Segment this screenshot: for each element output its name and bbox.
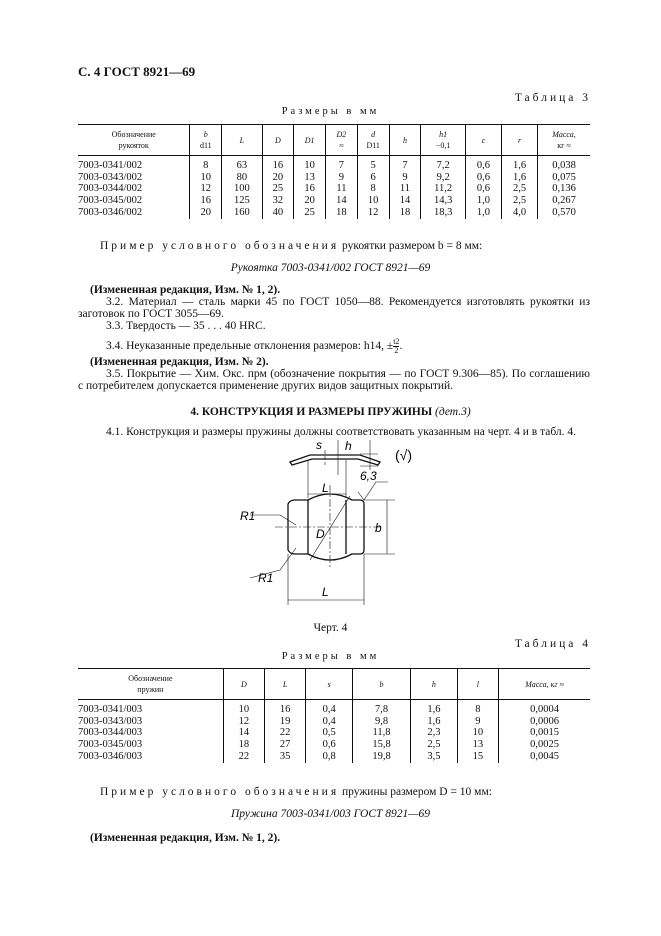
- table-cell: 22: [265, 727, 306, 739]
- example2-line: [100, 786, 492, 798]
- table-cell: 11,2: [421, 183, 466, 195]
- table-cell: 16: [265, 700, 306, 716]
- table-cell: 14: [326, 195, 358, 207]
- column-header: [223, 669, 264, 700]
- table-row: [78, 195, 590, 207]
- header-text: b: [379, 679, 384, 689]
- table-cell: 10: [294, 156, 326, 172]
- header-text: d: [371, 130, 376, 139]
- header-text: кг ≈: [557, 141, 571, 150]
- column-header: [78, 125, 190, 156]
- table-cell: 125: [222, 195, 262, 207]
- column-header: [190, 125, 222, 156]
- table-cell: 0,0006: [499, 716, 590, 728]
- header-text: h1: [439, 130, 448, 139]
- table-cell: 2,5: [501, 183, 537, 195]
- table-cell: 9: [389, 172, 421, 184]
- table-cell: 15: [457, 751, 498, 763]
- table-cell: 19,8: [353, 751, 411, 763]
- table-cell: 13: [294, 172, 326, 184]
- table-cell: 0,267: [538, 195, 590, 207]
- fraction-denominator: 2: [394, 346, 399, 355]
- table-cell: 9,8: [353, 716, 411, 728]
- column-header: [265, 669, 306, 700]
- table-cell: 18: [326, 207, 358, 219]
- header-text: D2: [336, 130, 347, 139]
- table-cell: 10: [190, 172, 222, 184]
- page-header: С. 4 ГОСТ 8921—69: [78, 64, 196, 79]
- header-text: рукояток: [118, 141, 149, 150]
- table-cell: 25: [262, 183, 294, 195]
- header-text: r: [517, 135, 522, 145]
- amendment-note: (Измененная редакция, Изм. № 1, 2).: [90, 284, 281, 296]
- table-cell: 1,0: [465, 195, 501, 207]
- paragraph-3-4-text: 3.4. Неуказанные предельные отклонения размеров: h14, ±: [106, 340, 394, 353]
- table-cell: 8: [357, 183, 389, 195]
- table-cell: 1,0: [465, 207, 501, 219]
- table-cell: 20: [190, 207, 222, 219]
- column-header: [294, 125, 326, 156]
- amendment-note: (Измененная редакция, Изм. № 1, 2).: [90, 832, 281, 844]
- table-row: [78, 700, 590, 716]
- table-cell: 15,8: [353, 739, 411, 751]
- table-cell: 18: [389, 207, 421, 219]
- table-cell: 7003-0341/003: [78, 704, 143, 715]
- table-cell: 1,6: [410, 716, 457, 728]
- table-cell: 0,5: [306, 727, 353, 739]
- table-cell: 14,3: [421, 195, 466, 207]
- table-cell: 7003-0343/003: [78, 715, 143, 727]
- table-cell: 7003-0344/003: [78, 727, 143, 739]
- table-cell: 80: [222, 172, 262, 184]
- roughness-symbol: (√): [395, 447, 413, 463]
- column-header: [538, 125, 590, 156]
- figure-caption: Черт. 4: [313, 622, 348, 634]
- table-cell: 0,4: [306, 716, 353, 728]
- paragraph-3-4: 3.4. Неуказанные предельные отклонения размеров: h14, ± $\frac{t2}{2}$ .: [106, 337, 403, 355]
- header-text: h: [431, 679, 436, 689]
- column-header: [389, 125, 421, 156]
- table-cell: 7,2: [421, 156, 466, 172]
- column-header: [357, 125, 389, 156]
- table-cell: 10: [457, 727, 498, 739]
- table-cell: 20: [262, 172, 294, 184]
- header-text: −0,1: [435, 141, 451, 150]
- section-4-heading: [0, 406, 661, 418]
- roughness-value: 6,3: [360, 469, 377, 483]
- table-cell: 0,6: [465, 183, 501, 195]
- column-header: [410, 669, 457, 700]
- column-header: [457, 669, 498, 700]
- table-cell: 12: [223, 716, 264, 728]
- table-cell: 9,2: [421, 172, 466, 184]
- fraction-numerator: t2: [393, 337, 400, 346]
- table-cell: 25: [294, 207, 326, 219]
- paragraph-4-1: 4.1. Конструкция и размеры пружины должны соответствовать указанным на черт. 4 и в табл. 4.: [106, 426, 577, 438]
- table-cell: 100: [222, 183, 262, 195]
- header-text: Обозначение: [128, 674, 173, 683]
- section-4-title: 4. КОНСТРУКЦИЯ И РАЗМЕРЫ ПРУЖИНЫ: [190, 406, 433, 418]
- table-cell: 18,3: [421, 207, 466, 219]
- column-header: [78, 669, 223, 700]
- table-cell: 7003-0341/002: [78, 160, 143, 171]
- table-cell: 63: [222, 156, 262, 172]
- table-cell: 0,0004: [499, 700, 590, 716]
- table-cell: 9: [457, 716, 498, 728]
- table-cell: 6: [357, 172, 389, 184]
- table-cell: 1,6: [501, 156, 537, 172]
- table3-units: Размеры в мм: [281, 106, 380, 117]
- table-row: [78, 739, 590, 751]
- table-cell: 32: [262, 195, 294, 207]
- table-row: [78, 751, 590, 763]
- column-header: [499, 669, 590, 700]
- column-header: [222, 125, 262, 156]
- column-header: [262, 125, 294, 156]
- header-text: s: [327, 679, 331, 689]
- header-text: D: [241, 679, 247, 689]
- header-text: D11: [366, 141, 380, 150]
- header-text: Масса, кг ≈: [525, 679, 564, 689]
- table-row: [78, 156, 590, 172]
- header-text: Масса,: [552, 130, 576, 139]
- example2-designation: Пружина 7003-0341/003 ГОСТ 8921—69: [230, 808, 430, 820]
- table-row: [78, 183, 590, 195]
- dim-L-bottom-label: L: [322, 585, 329, 599]
- header-text: h: [402, 135, 407, 145]
- table-cell: 7003-0346/003: [78, 750, 143, 762]
- table-cell: 7003-0344/002: [78, 183, 143, 195]
- table-cell: 8: [190, 156, 222, 172]
- paragraph-3-2: 3.2. Материал — сталь марки 45 по ГОСТ 1050—88. Рекомендуется изготовлять рукоятки из заготовок по ГОСТ 3055—69.: [78, 296, 590, 320]
- table-cell: 0,075: [538, 172, 590, 184]
- example1-designation: Рукоятка 7003-0341/002 ГОСТ 8921—69: [230, 262, 431, 274]
- table-cell: 7: [326, 156, 358, 172]
- header-text: b: [203, 130, 208, 139]
- table-cell: 7,8: [353, 700, 411, 716]
- table-cell: 40: [262, 207, 294, 219]
- table-row: [78, 207, 590, 219]
- header-text: пружин: [137, 685, 164, 694]
- table3-label: Таблица 3: [514, 92, 591, 104]
- header-text: c: [481, 135, 486, 145]
- table-cell: 7003-0343/002: [78, 171, 143, 183]
- column-header: [326, 125, 358, 156]
- table-cell: 12: [357, 207, 389, 219]
- header-text: D1: [304, 135, 315, 145]
- column-header: [501, 125, 537, 156]
- amendment-note: (Измененная редакция, Изм. № 2).: [90, 356, 269, 368]
- dim-D-label: D: [316, 527, 325, 541]
- table-cell: 11: [389, 183, 421, 195]
- table-cell: 1,6: [501, 172, 537, 184]
- table-cell: 0,136: [538, 183, 590, 195]
- header-text: L: [239, 135, 245, 145]
- table-cell: 13: [457, 739, 498, 751]
- table-cell: 10: [357, 195, 389, 207]
- column-header: [465, 125, 501, 156]
- table-cell: 0,6: [465, 172, 501, 184]
- table-cell: 0,4: [306, 700, 353, 716]
- table-cell: 27: [265, 739, 306, 751]
- table-cell: 0,038: [538, 156, 590, 172]
- table-cell: 3,5: [410, 751, 457, 763]
- radius-label-top: R1: [240, 509, 256, 523]
- table-cell: 22: [223, 751, 264, 763]
- table-cell: 14: [223, 727, 264, 739]
- header-text: L: [282, 679, 288, 689]
- table-3: [78, 124, 590, 219]
- table-cell: 2,3: [410, 727, 457, 739]
- paragraph-3-5: 3.5. Покрытие — Хим. Окс. прм (обозначение покрытия — по ГОСТ 9.306—85). По соглашению с потребителем допускается применение других видов защитных покрытий.: [78, 368, 590, 392]
- table-cell: 16: [190, 195, 222, 207]
- table-cell: 5: [357, 156, 389, 172]
- table-cell: 1,6: [410, 700, 457, 716]
- example1-spaced: Пример условного обозначения: [100, 240, 340, 252]
- header-text: l: [476, 679, 480, 689]
- table-cell: 0,0025: [499, 739, 590, 751]
- section-4-note: (дет.3): [435, 406, 471, 418]
- column-header: [353, 669, 411, 700]
- table-cell: 10: [223, 700, 264, 716]
- table-cell: 4,0: [501, 207, 537, 219]
- dim-b-label: b: [375, 521, 382, 535]
- table-cell: 0,0015: [499, 727, 590, 739]
- radius-label-bottom: R1: [258, 571, 274, 585]
- table-cell: 16: [262, 156, 294, 172]
- table-cell: 2,5: [410, 739, 457, 751]
- table-row: [78, 727, 590, 739]
- dim-s-label: s: [316, 440, 322, 452]
- spring-drawing: [220, 440, 460, 620]
- example2-rest: пружины размером D = 10 мм:: [342, 786, 492, 798]
- table-cell: 0,6: [465, 156, 501, 172]
- table-cell: 0,6: [306, 739, 353, 751]
- dim-h-label: h: [345, 440, 352, 453]
- table4-units: Размеры в мм: [281, 651, 380, 662]
- table-row: [78, 716, 590, 728]
- example1-rest: рукоятки размером b = 8 мм:: [342, 240, 483, 252]
- table-cell: 160: [222, 207, 262, 219]
- table-cell: 14: [389, 195, 421, 207]
- table-4: [78, 668, 590, 763]
- table-cell: 7003-0345/002: [78, 195, 143, 207]
- table-cell: 12: [190, 183, 222, 195]
- table-cell: 11: [326, 183, 358, 195]
- table-cell: 9: [326, 172, 358, 184]
- table-cell: 7003-0346/002: [78, 206, 143, 218]
- table-cell: 2,5: [501, 195, 537, 207]
- dim-L-top-label: L: [322, 481, 329, 495]
- table-cell: 7: [389, 156, 421, 172]
- table-cell: 20: [294, 195, 326, 207]
- paragraph-3-3: 3.3. Твердость — 35 . . . 40 HRC.: [106, 320, 266, 332]
- header-text: Обозначение: [111, 130, 156, 139]
- example2-spaced: Пример условного обозначения: [100, 786, 340, 798]
- table-cell: 0,0045: [499, 751, 590, 763]
- example1-line: [100, 240, 482, 252]
- header-text: d11: [199, 141, 212, 150]
- table-cell: 0,570: [538, 207, 590, 219]
- table-cell: 18: [223, 739, 264, 751]
- table-cell: 16: [294, 183, 326, 195]
- table-row: [78, 172, 590, 184]
- table-cell: 8: [457, 700, 498, 716]
- table-cell: 35: [265, 751, 306, 763]
- header-text: ≈: [339, 141, 344, 150]
- column-header: [306, 669, 353, 700]
- column-header: [421, 125, 466, 156]
- table-cell: 0,8: [306, 751, 353, 763]
- header-text: D: [274, 135, 281, 145]
- table-cell: 11,8: [353, 727, 411, 739]
- table-cell: 19: [265, 716, 306, 728]
- table-cell: 7003-0345/003: [78, 739, 143, 751]
- table4-label: Таблица 4: [514, 638, 591, 650]
